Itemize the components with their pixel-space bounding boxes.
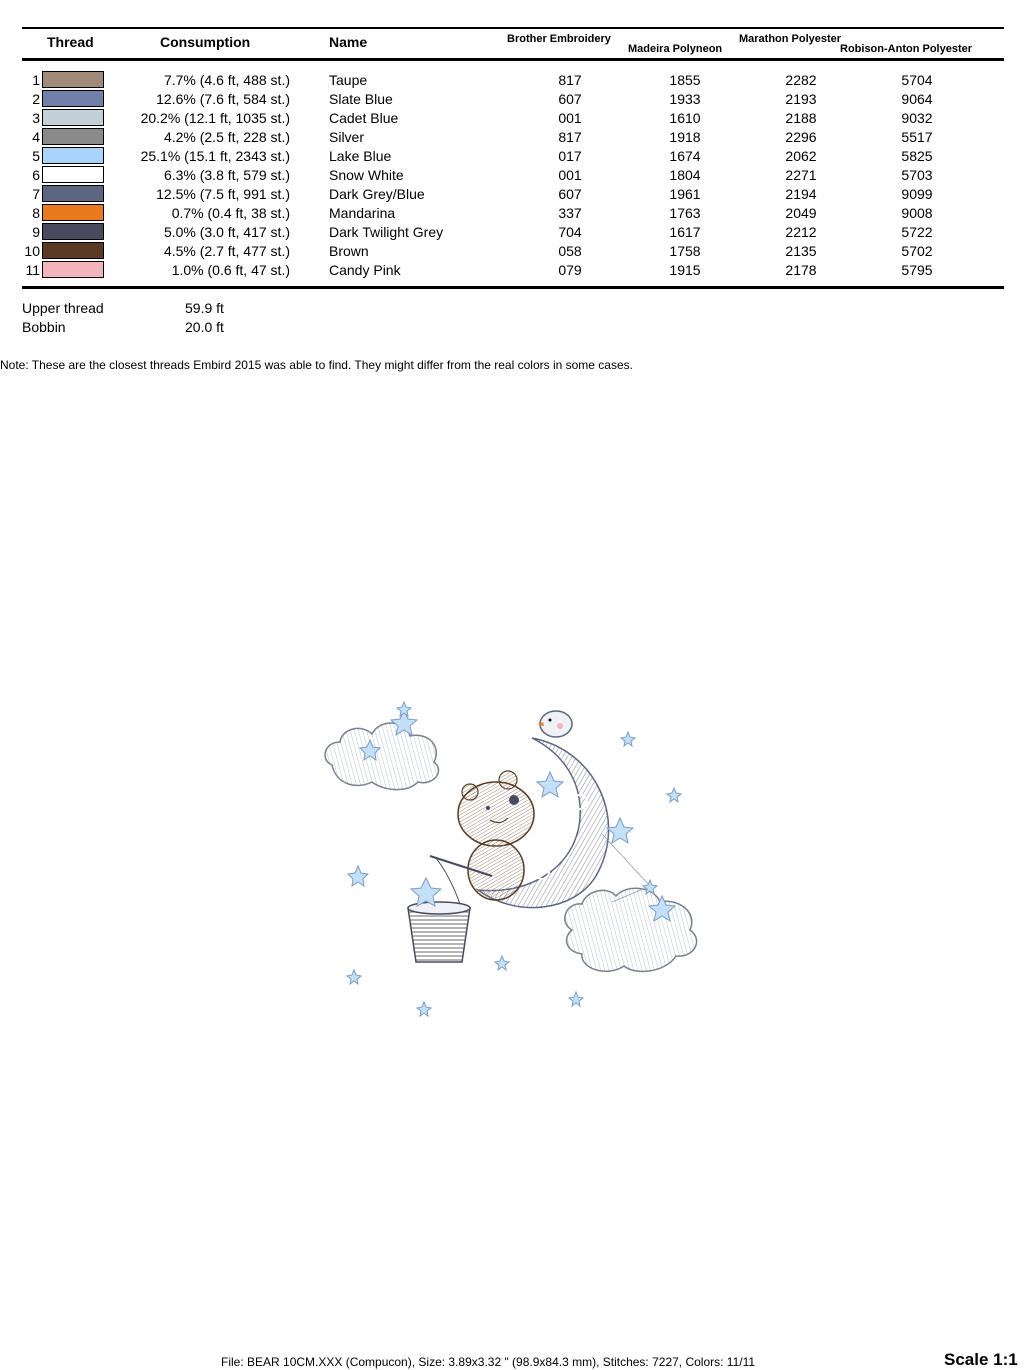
color-swatch: [42, 261, 104, 278]
consumption-cell: 20.2% (12.1 ft, 1035 st.): [140, 110, 290, 126]
consumption-cell: 7.7% (4.6 ft, 488 st.): [163, 72, 290, 88]
color-swatch: [42, 128, 104, 145]
marathon-code-cell: 2062: [785, 148, 817, 164]
marathon-code-cell: 2271: [785, 167, 817, 183]
color-swatch: [42, 204, 104, 221]
thread-number: 7: [32, 186, 40, 202]
table-row: [0, 223, 1024, 242]
table-row: [0, 90, 1024, 109]
marathon-code-cell: 2194: [785, 186, 817, 202]
marathon-code-cell: 2188: [785, 110, 817, 126]
robison-code-cell: 9064: [901, 91, 933, 107]
madeira-code-cell: 1758: [669, 243, 701, 259]
consumption-cell: 12.5% (7.5 ft, 991 st.): [156, 186, 290, 202]
file-info: File: BEAR 10CM.XXX (Compucon), Size: 3.89x3.32 " (98.9x84.3 mm), Stitches: 7227, Colors: 11/11: [221, 1355, 756, 1369]
header-name: Name: [329, 34, 368, 50]
star-icon: [569, 992, 583, 1006]
thread-name-cell: Mandarina: [329, 205, 396, 221]
marathon-code-cell: 2282: [785, 72, 817, 88]
header-madeira: Madeira Polyneon: [628, 43, 723, 55]
consumption-cell: 12.6% (7.6 ft, 584 st.): [156, 91, 290, 107]
table-header-rule: [22, 58, 1004, 61]
embroidery-preview: [310, 690, 720, 1030]
star-icon: [537, 772, 563, 797]
bobbin-value: 20.0 ft: [185, 319, 224, 335]
bird: [538, 711, 572, 737]
color-swatch: [42, 147, 104, 164]
table-row: [0, 166, 1024, 185]
madeira-code-cell: 1933: [669, 91, 701, 107]
brother-code-cell: 017: [558, 148, 582, 164]
madeira-code-cell: 1804: [669, 167, 701, 183]
thread-name-cell: Slate Blue: [329, 91, 393, 107]
star-icon: [607, 818, 633, 843]
robison-code-cell: 5704: [901, 72, 933, 88]
robison-code-cell: 5722: [901, 224, 933, 240]
header-marathon: Marathon Polyester: [739, 33, 842, 45]
thread-name-cell: Snow White: [329, 167, 404, 183]
color-swatch: [42, 109, 104, 126]
thread-number: 11: [25, 262, 40, 278]
star-icon: [621, 732, 635, 746]
madeira-code-cell: 1674: [669, 148, 701, 164]
basket: [408, 902, 470, 962]
marathon-code-cell: 2049: [785, 205, 817, 221]
bear: [458, 771, 534, 900]
consumption-cell: 25.1% (15.1 ft, 2343 st.): [140, 148, 290, 164]
madeira-code-cell: 1617: [669, 224, 701, 240]
madeira-code-cell: 1915: [669, 262, 701, 278]
marathon-code-cell: 2135: [785, 243, 817, 259]
color-swatch: [42, 90, 104, 107]
color-swatch: [42, 242, 104, 259]
robison-code-cell: 5702: [901, 243, 933, 259]
color-swatch: [42, 71, 104, 88]
robison-code-cell: 5825: [901, 148, 933, 164]
right-cloud: [565, 888, 697, 971]
thread-name-cell: Candy Pink: [329, 262, 401, 278]
table-row: [0, 128, 1024, 147]
brother-code-cell: 817: [558, 129, 582, 145]
star-icon: [667, 788, 681, 802]
brother-code-cell: 001: [558, 167, 582, 183]
thread-number: 3: [32, 110, 40, 126]
marathon-code-cell: 2193: [785, 91, 817, 107]
thread-name-cell: Silver: [329, 129, 365, 145]
left-cloud: [325, 723, 439, 790]
robison-code-cell: 9099: [901, 186, 933, 202]
madeira-code-cell: 1961: [669, 186, 701, 202]
table-row: [0, 109, 1024, 128]
table-bottom-rule: [22, 286, 1004, 289]
thread-number: 2: [32, 91, 40, 107]
star-icon: [348, 866, 368, 886]
color-swatch: [42, 185, 104, 202]
star-icon: [495, 956, 509, 970]
thread-number: 9: [32, 224, 40, 240]
robison-code-cell: 5795: [901, 262, 933, 278]
table-row: [0, 185, 1024, 204]
madeira-code-cell: 1763: [669, 205, 701, 221]
table-row: [0, 147, 1024, 166]
robison-code-cell: 5703: [901, 167, 933, 183]
brother-code-cell: 058: [558, 243, 582, 259]
consumption-cell: 4.2% (2.5 ft, 228 st.): [163, 129, 290, 145]
star-icon: [417, 1002, 431, 1016]
thread-number: 1: [32, 72, 40, 88]
upper-thread-label: Upper thread: [22, 300, 104, 316]
header-robison: Robison-Anton Polyester: [840, 43, 973, 55]
bobbin-label: Bobbin: [22, 319, 66, 335]
table-row: [0, 204, 1024, 223]
marathon-code-cell: 2212: [785, 224, 817, 240]
marathon-code-cell: 2296: [785, 129, 817, 145]
brother-code-cell: 079: [558, 262, 582, 278]
thread-name-cell: Dark Twilight Grey: [329, 224, 444, 240]
brother-code-cell: 607: [558, 186, 582, 202]
thread-name-cell: Lake Blue: [329, 148, 392, 164]
header-consumption: Consumption: [160, 34, 251, 50]
robison-code-cell: 9032: [901, 110, 933, 126]
robison-code-cell: 9008: [901, 205, 933, 221]
consumption-cell: 5.0% (3.0 ft, 417 st.): [163, 224, 290, 240]
header-thread: Thread: [47, 34, 94, 50]
color-swatch: [42, 166, 104, 183]
brother-code-cell: 001: [558, 110, 582, 126]
thread-name-cell: Brown: [329, 243, 369, 259]
thread-number: 4: [32, 129, 40, 145]
madeira-code-cell: 1918: [669, 129, 701, 145]
brother-code-cell: 337: [558, 205, 582, 221]
scale-label: Scale 1:1: [944, 1350, 1018, 1369]
brother-code-cell: 704: [558, 224, 582, 240]
thread-number: 5: [32, 148, 40, 164]
brother-code-cell: 607: [558, 91, 582, 107]
madeira-code-cell: 1855: [669, 72, 701, 88]
madeira-code-cell: 1610: [669, 110, 701, 126]
thread-name-cell: Dark Grey/Blue: [329, 186, 425, 202]
table-row: [0, 261, 1024, 280]
thread-number: 10: [24, 243, 40, 259]
thread-name-cell: Cadet Blue: [329, 110, 399, 126]
thread-number: 8: [32, 205, 40, 221]
consumption-cell: 4.5% (2.7 ft, 477 st.): [163, 243, 290, 259]
thread-name-cell: Taupe: [329, 72, 368, 88]
consumption-cell: 6.3% (3.8 ft, 579 st.): [163, 167, 290, 183]
thread-number: 6: [32, 167, 40, 183]
marathon-code-cell: 2178: [785, 262, 817, 278]
table-top-rule: [22, 27, 1004, 29]
star-icon: [347, 970, 361, 984]
color-swatch: [42, 223, 104, 240]
robison-code-cell: 5517: [901, 129, 933, 145]
table-row: [0, 71, 1024, 90]
brother-code-cell: 817: [558, 72, 582, 88]
table-row: [0, 242, 1024, 261]
header-brother: Brother Embroidery: [507, 33, 611, 45]
note-text: Note: These are the closest threads Embird 2015 was able to find. They might differ from the real colors in some cases.: [0, 358, 633, 372]
consumption-cell: 1.0% (0.6 ft, 47 st.): [171, 262, 290, 278]
upper-thread-value: 59.9 ft: [185, 300, 224, 316]
consumption-cell: 0.7% (0.4 ft, 38 st.): [171, 205, 290, 221]
